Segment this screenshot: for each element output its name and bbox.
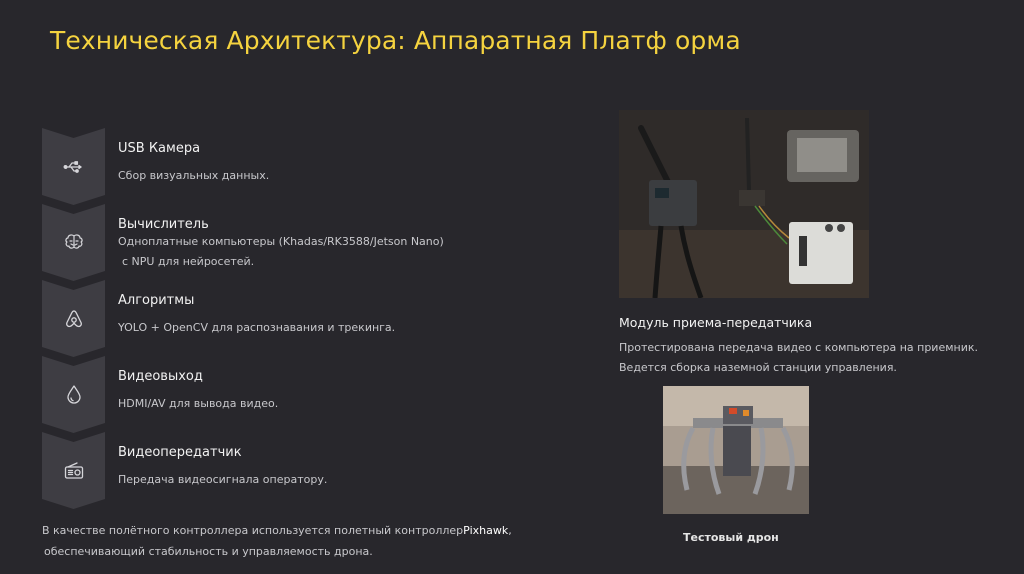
module-desc-line2: Ведется сборка наземной станции управления. [619,361,897,374]
airbnb-icon [42,307,105,331]
step-chevron-usb [42,128,105,205]
receiver-module-photo [619,110,869,298]
note-text-line2: обеспечивающий стабильность и управляемость дрона. [44,545,373,558]
step-title-algorithms: Алгоритмы [118,293,195,308]
slide-title: Техническая Архитектура: Аппаратная Платф орма [50,26,741,55]
step-chevron-video-tx [42,432,105,509]
step-chevron-video-out [42,356,105,433]
brain-icon [42,231,105,255]
module-desc [619,338,978,378]
step-desc-usb: Сбор визуальных данных. [118,169,270,182]
step-desc-algorithms: YOLO + OpenCV для распознавания и трекинга. [118,321,396,334]
droplet-icon [42,383,105,407]
note-brand: Pixhawk [463,524,509,537]
step-chevron-compute [42,204,105,281]
drone-caption: Тестовый дрон [683,531,779,544]
module-title: Модуль приема-передатчика [619,315,813,330]
flight-controller-note [42,520,512,562]
step-title-video-out: Видеовыход [118,369,203,384]
step-desc-video-out: HDMI/AV для вывода видео. [118,397,279,410]
radio-icon [42,459,105,483]
step-title-video-tx: Видеопередатчик [118,445,242,460]
step-desc-compute-1: Одноплатные компьютеры (Khadas/RK3588/Jetson Nano) [118,235,444,248]
step-chevron-algorithms [42,280,105,357]
module-desc-line1: Протестирована передача видео с компьютера на приемник. [619,341,978,354]
step-title-compute: Вычислитель [118,217,209,232]
note-comma: , [508,524,512,537]
note-text: В качестве полётного контроллера используется полетный контроллер [42,524,464,537]
step-desc-compute-2: с NPU для нейросетей. [122,255,255,268]
usb-icon [42,155,105,179]
step-desc-video-tx: Передача видеосигнала оператору. [118,473,328,486]
step-title-usb: USB Камера [118,141,201,156]
test-drone-photo [663,386,809,514]
